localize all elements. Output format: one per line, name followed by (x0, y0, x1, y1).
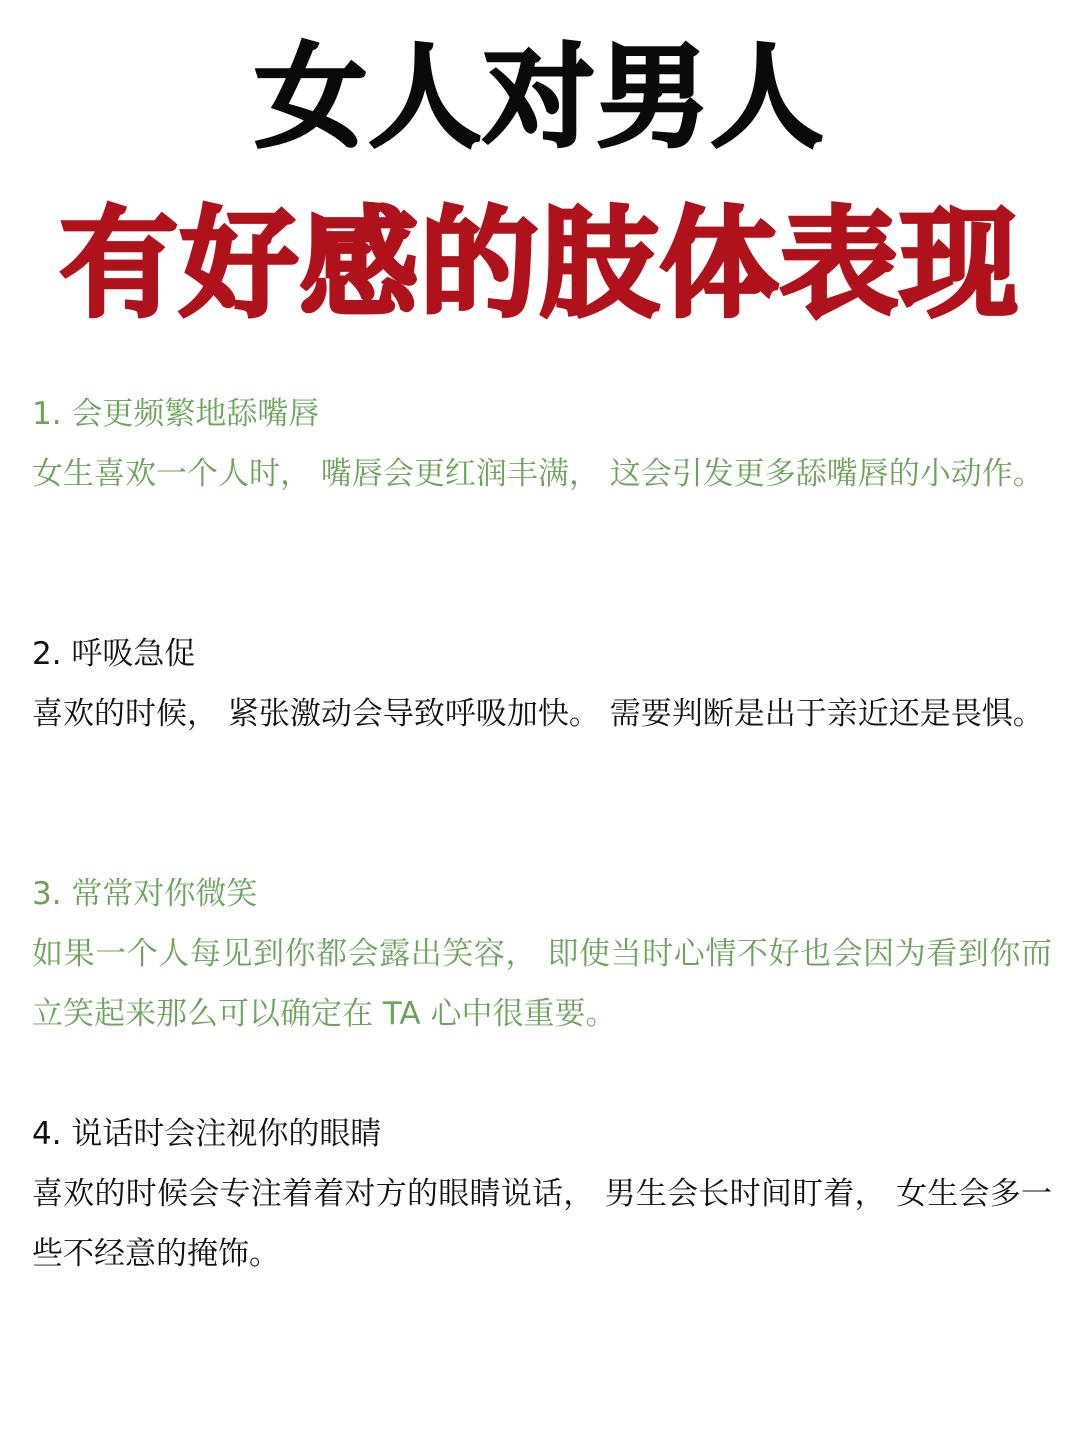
section-4-body: 喜欢的时候会专注着着对方的眼睛说话， 男生会长时间盯着， 女生会多一些不经意的掩饰。 (32, 1176, 1052, 1272)
section-3-body: 如果一个人每见到你都会露出笑容， 即使当时心情不好也会因为看到你而立笑起来那么可以确定在 TA 心中很重要。 (32, 936, 1052, 1032)
section-2 (32, 624, 1052, 744)
section-2-heading: 2. 呼吸急促 (32, 636, 196, 672)
section-2-body: 喜欢的时候， 紧张激动会导致呼吸加快。 需要判断是出于亲近还是畏惧。 (32, 696, 1044, 732)
section-1-body: 女生喜欢一个人时， 嘴唇会更红润丰满， 这会引发更多舔嘴唇的小动作。 (32, 456, 1044, 492)
section-4-heading: 4. 说话时会注视你的眼睛 (32, 1116, 382, 1152)
section-3 (32, 864, 1052, 1044)
page-title-line-1: 女人对男人 (255, 33, 825, 163)
section-4 (32, 1104, 1052, 1284)
page-title-line-2: 有好感的肢体表现 (59, 195, 1020, 333)
section-3-heading: 3. 常常对你微笑 (32, 876, 258, 912)
section-1-heading: 1. 会更频繁地舔嘴唇 (32, 396, 320, 432)
section-1 (32, 384, 1052, 504)
